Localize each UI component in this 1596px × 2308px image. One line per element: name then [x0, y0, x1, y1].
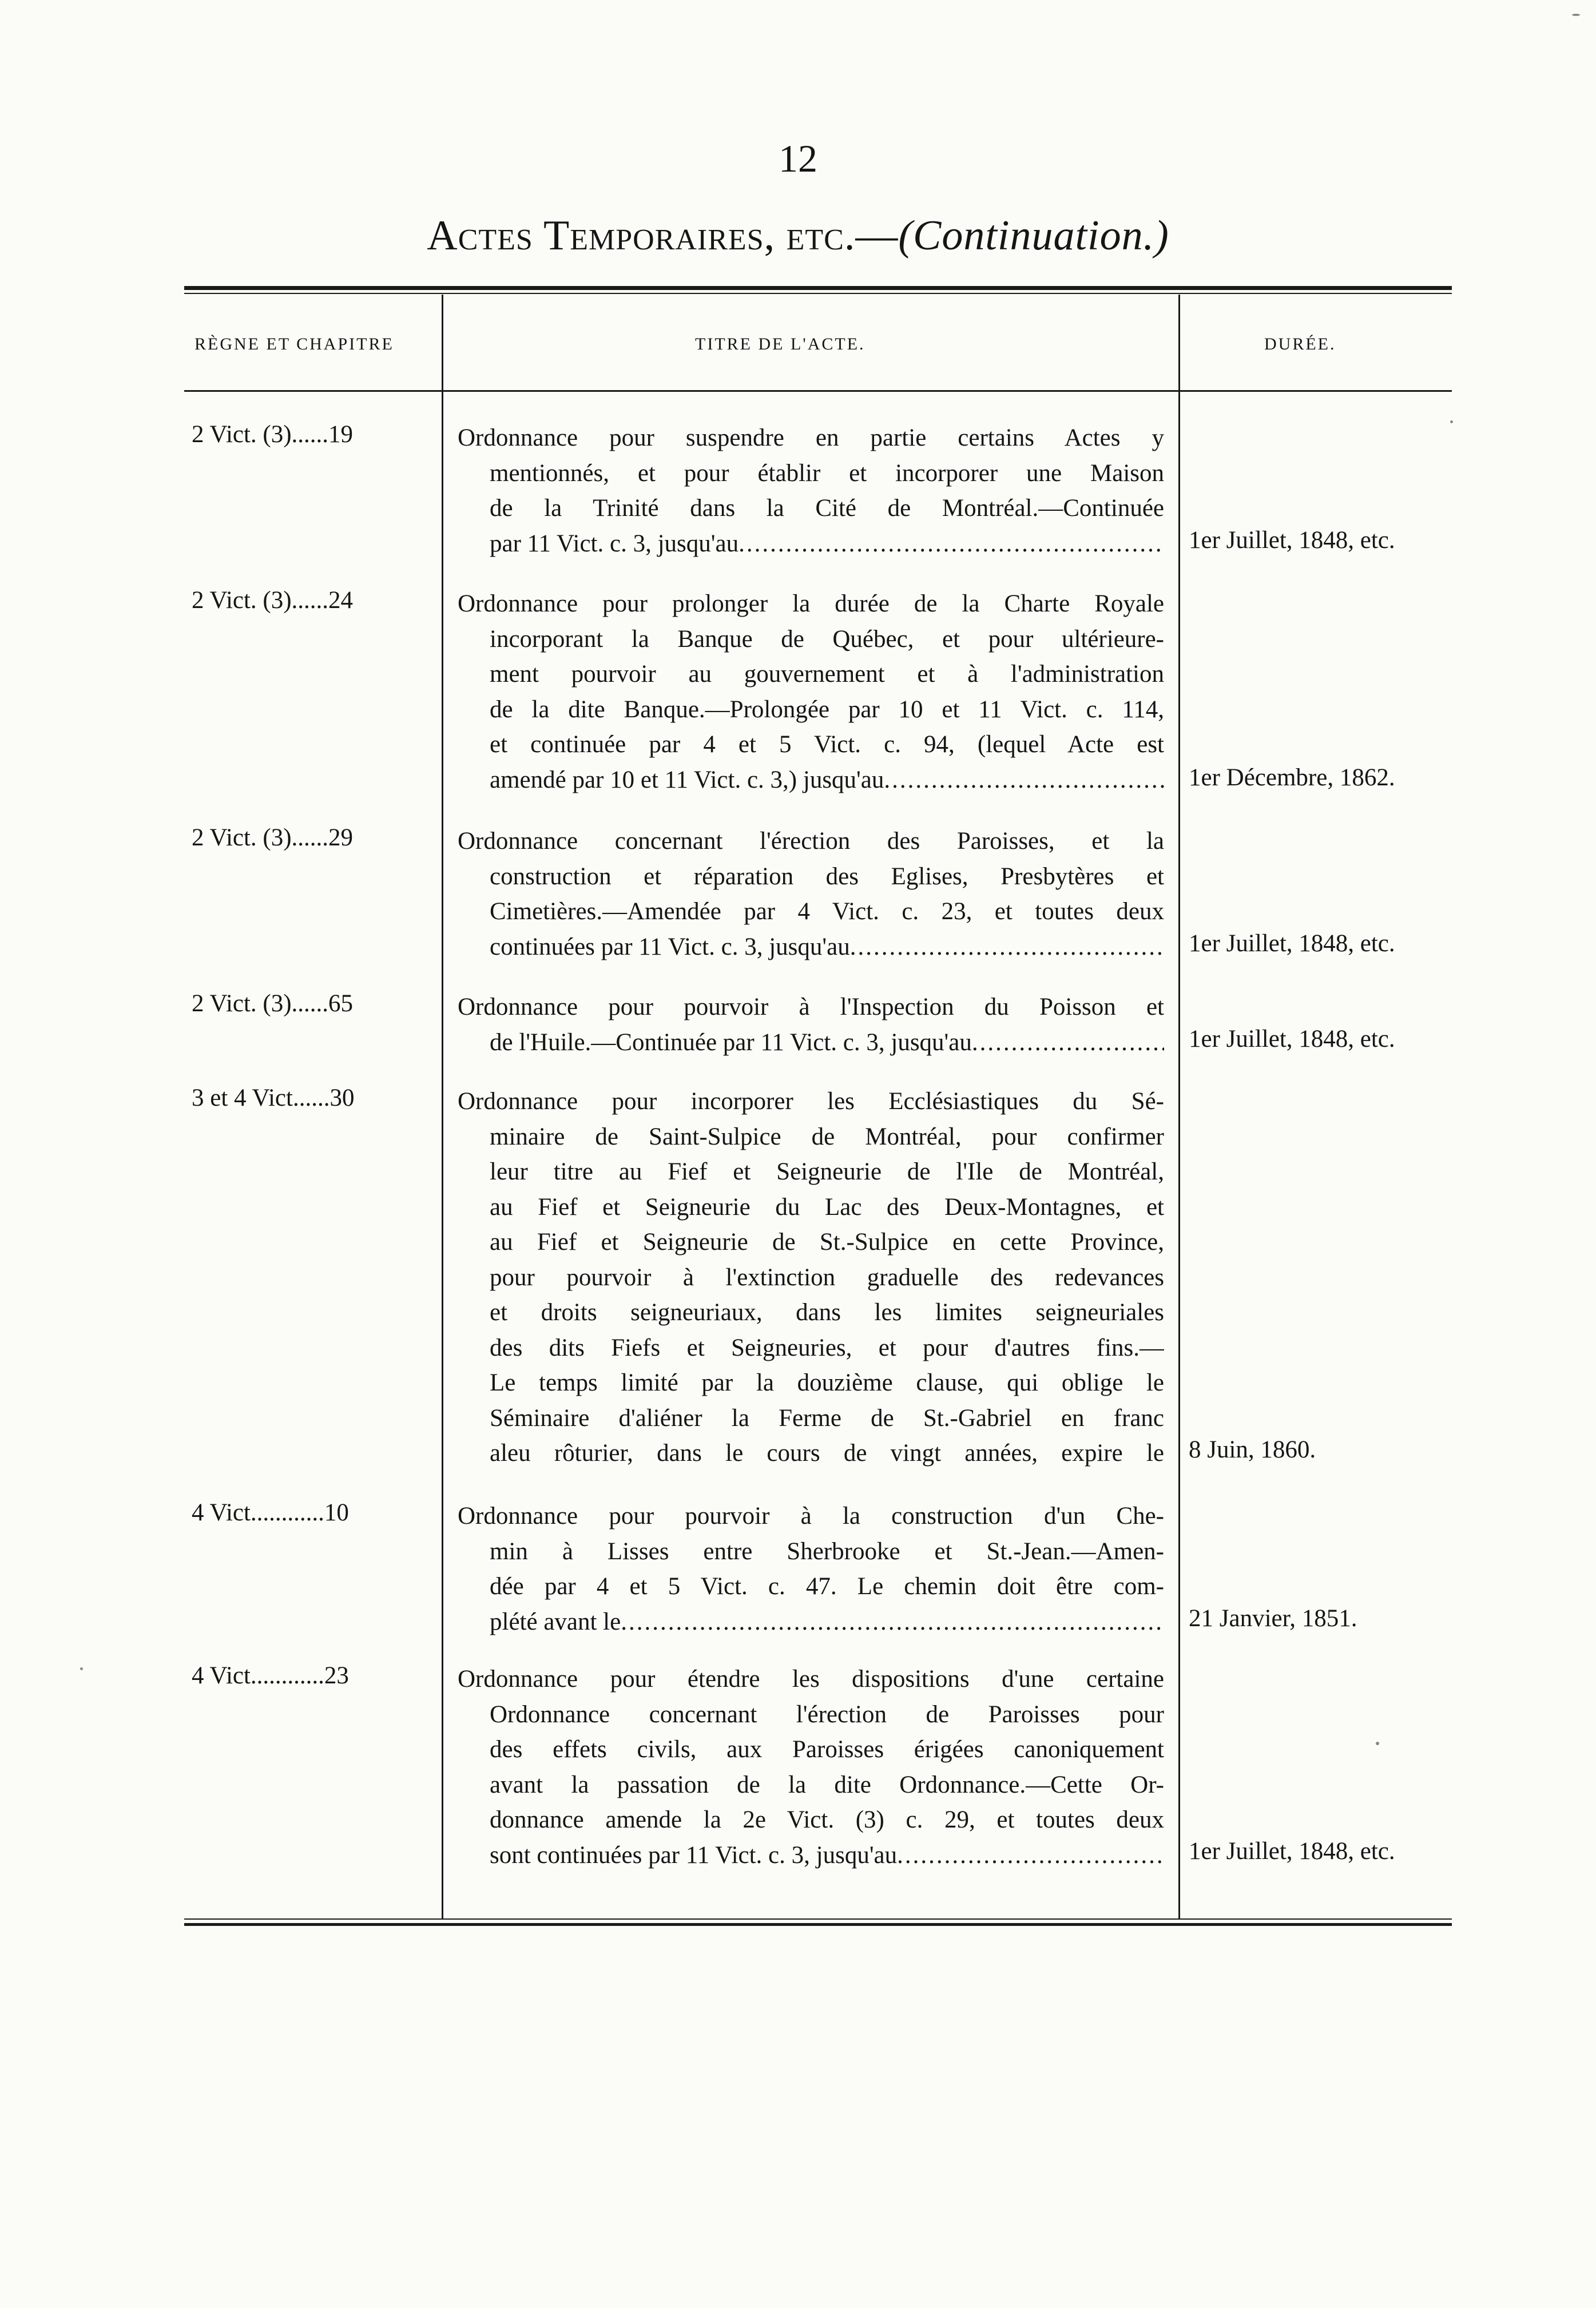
- scan-speck: [1572, 14, 1580, 16]
- act-title-line: et continuée par 4 et 5 Vict. c. 94, (lequel Acte est: [490, 731, 1164, 758]
- act-title-line: des dits Fiefs et Seigneuries, et pour d'autres fins.—: [490, 1334, 1164, 1361]
- row-duration: 1er Juillet, 1848, etc.: [1189, 527, 1395, 554]
- row-duration: 8 Juin, 1860.: [1189, 1436, 1316, 1463]
- row-act-title: [458, 990, 1164, 1060]
- scan-speck: [1376, 1742, 1379, 1745]
- act-title-line: [458, 1838, 1164, 1873]
- act-title-line: [458, 1604, 1164, 1640]
- row-act-title: [458, 420, 1164, 561]
- top-rule-thin: [184, 293, 1452, 294]
- row-act-title: [458, 1084, 1164, 1471]
- header-duration: DURÉE.: [1264, 335, 1336, 353]
- header-rule: [184, 390, 1452, 392]
- act-title-line-text: plété avant le: [490, 1608, 621, 1635]
- act-title-line: et droits seigneuriaux, dans les limites seigneuriales: [490, 1299, 1164, 1326]
- row-duration: 1er Juillet, 1848, etc.: [1189, 1838, 1395, 1865]
- act-title-line: [458, 762, 1164, 798]
- row-act-title: [458, 1662, 1164, 1873]
- row-act-title: [458, 824, 1164, 964]
- dot-leader: [897, 1838, 1164, 1873]
- act-title-line: Ordonnance concernant l'érection de Paroisses pour: [490, 1701, 1164, 1728]
- row-reign: 2 Vict. (3)......19: [192, 421, 354, 448]
- dot-leader: [850, 929, 1164, 965]
- row-duration: 1er Décembre, 1862.: [1189, 764, 1395, 791]
- act-title-line: [458, 1025, 1164, 1060]
- act-title-line: au Fief et Seigneurie du Lac des Deux-Montagnes, et: [490, 1193, 1164, 1221]
- act-title-line: Le temps limité par la douzième clause, qui oblige le: [490, 1369, 1164, 1396]
- column-divider-2: [1178, 295, 1180, 1919]
- row-reign: 4 Vict............23: [192, 1662, 349, 1689]
- act-title-line: Cimetières.—Amendée par 4 Vict. c. 23, et toutes deux: [490, 898, 1164, 925]
- row-reign: 4 Vict............10: [192, 1499, 349, 1526]
- act-title-line-text: sont continuées par 11 Vict. c. 3, jusqu'au: [490, 1841, 898, 1869]
- act-title-line: leur titre au Fief et Seigneurie de l'Ile de Montréal,: [490, 1158, 1164, 1185]
- act-title-line: Ordonnance concernant l'érection des Paroisses, et la: [458, 828, 1164, 855]
- bottom-rule-thin: [184, 1918, 1452, 1920]
- page-title: [0, 212, 1596, 260]
- act-title-line: Ordonnance pour incorporer les Ecclésiastiques du Sé-: [458, 1088, 1164, 1115]
- scan-speck: [1450, 420, 1453, 423]
- act-title-line: mentionnés, et pour établir et incorporer une Maison: [490, 459, 1164, 487]
- act-title-line: au Fief et Seigneurie de St.-Sulpice en cette Province,: [490, 1229, 1164, 1256]
- act-title-line: donnance amende la 2e Vict. (3) c. 29, et toutes deux: [490, 1806, 1164, 1833]
- row-act-title: [458, 586, 1164, 797]
- title-continuation: (Continuation.): [898, 212, 1169, 259]
- row-duration: 21 Janvier, 1851.: [1189, 1605, 1357, 1632]
- page-number: 12: [779, 137, 817, 180]
- act-title-line: de la Trinité dans la Cité de Montréal.—Continuée: [490, 495, 1164, 522]
- dot-leader: [739, 526, 1164, 562]
- act-title-line: construction et réparation des Eglises, Presbytères et: [490, 863, 1164, 890]
- row-reign: 2 Vict. (3)......24: [192, 587, 354, 614]
- act-title-line: des effets civils, aux Paroisses érigées canoniquement: [490, 1736, 1164, 1763]
- row-reign: 2 Vict. (3)......65: [192, 990, 354, 1017]
- row-duration: 1er Juillet, 1848, etc.: [1189, 1026, 1395, 1052]
- top-rule-thick: [184, 286, 1452, 290]
- row-act-title: [458, 1499, 1164, 1639]
- act-title-line: min à Lisses entre Sherbrooke et St.-Jean.—Amen-: [490, 1538, 1164, 1565]
- act-title-line: Ordonnance pour étendre les dispositions d'une certaine: [458, 1666, 1164, 1693]
- act-title-line-text: de l'Huile.—Continuée par 11 Vict. c. 3, jusqu'au: [490, 1028, 972, 1056]
- act-title-line: avant la passation de la dite Ordonnance.—Cette Or-: [490, 1771, 1164, 1798]
- act-title-line: [458, 526, 1164, 562]
- act-title-line: minaire de Saint-Sulpice de Montréal, pour confirmer: [490, 1123, 1164, 1150]
- act-title-line: Ordonnance pour suspendre en partie certains Actes y: [458, 424, 1164, 451]
- act-title-line: Ordonnance pour prolonger la durée de la Charte Royale: [458, 590, 1164, 617]
- act-title-line: Ordonnance pour pourvoir à la construction d'un Che-: [458, 1503, 1164, 1530]
- act-title-line-text: amendé par 10 et 11 Vict. c. 3,) jusqu'au: [490, 766, 884, 793]
- row-reign: 2 Vict. (3)......29: [192, 824, 354, 851]
- act-title-line: [458, 929, 1164, 965]
- row-duration: 1er Juillet, 1848, etc.: [1189, 930, 1395, 957]
- act-title-line: incorporant la Banque de Québec, et pour ultérieure-: [490, 625, 1164, 653]
- act-title-line: dée par 4 et 5 Vict. c. 47. Le chemin doit être com-: [490, 1573, 1164, 1600]
- act-title-line: de la dite Banque.—Prolongée par 10 et 11 Vict. c. 114,: [490, 696, 1164, 723]
- header-act-title: TITRE DE L'ACTE.: [695, 335, 866, 353]
- act-title-line: pour pourvoir à l'extinction graduelle des redevances: [490, 1264, 1164, 1291]
- act-title-line: Ordonnance pour pourvoir à l'Inspection du Poisson et: [458, 994, 1164, 1020]
- dot-leader: [972, 1025, 1164, 1060]
- header-reign-chapter: RÈGNE ET CHAPITRE: [194, 335, 394, 353]
- dot-leader: [621, 1604, 1164, 1640]
- act-title-line: aleu rôturier, dans le cours de vingt années, expire le: [490, 1440, 1164, 1467]
- act-title-line-text: par 11 Vict. c. 3, jusqu'au: [490, 530, 739, 557]
- dot-leader: [884, 762, 1164, 798]
- act-title-line-text: continuées par 11 Vict. c. 3, jusqu'au: [490, 933, 850, 960]
- scan-speck: [80, 1667, 83, 1670]
- act-title-line: Séminaire d'aliéner la Ferme de St.-Gabriel en franc: [490, 1404, 1164, 1432]
- title-main: Actes Temporaires, etc.—: [427, 212, 899, 259]
- bottom-rule-thick: [184, 1923, 1452, 1926]
- act-title-line: ment pourvoir au gouvernement et à l'administration: [490, 661, 1164, 688]
- row-reign: 3 et 4 Vict......30: [192, 1085, 355, 1111]
- column-divider-1: [442, 295, 443, 1919]
